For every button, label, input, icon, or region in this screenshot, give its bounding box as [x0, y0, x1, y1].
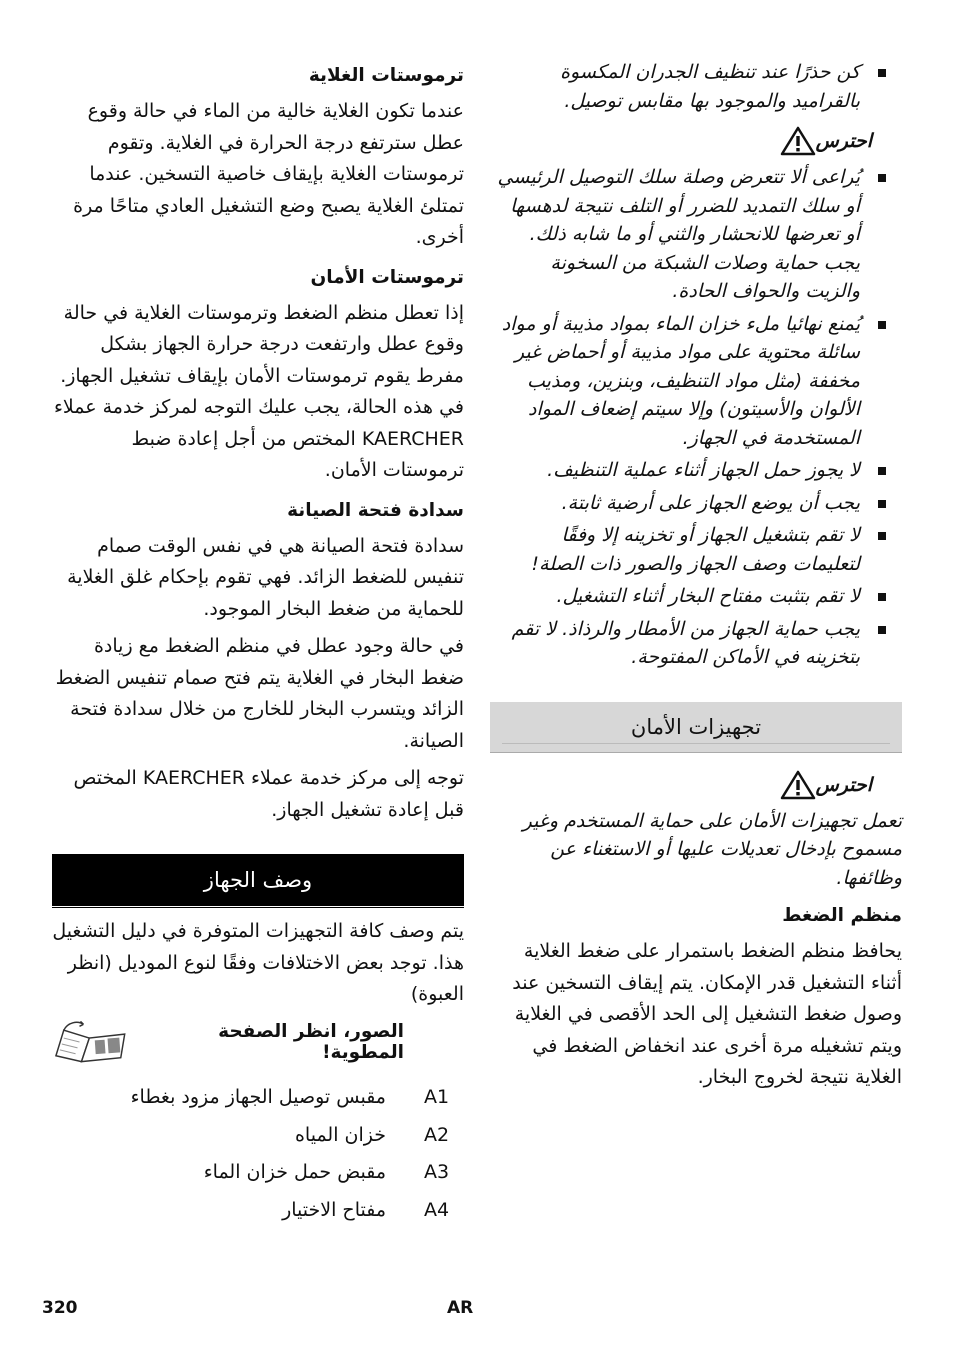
photo-note [52, 1015, 464, 1069]
cap-text-2: في حالة وجود عطل في منظم الضغط مع زيادة ضغط البخار في الغلاية يتم فتح صمام تنفيس الضغط الزائد ويتسرب البخار للخارج من خلال سدادة فتحة الصيانة. [55, 635, 464, 752]
list-item-text: كن حذرًا عند تنظيف الجدران المكسوة بالقراميد والموجود بها مقابس توصيل. [560, 61, 860, 112]
boiler-thermostat-heading: ترموستات الغلاية [308, 65, 464, 86]
warning-triangle-icon [780, 126, 816, 156]
list-item [490, 163, 902, 306]
list-item [490, 582, 902, 611]
device-text: يتم وصف كافة التجهيزات المتوفرة في دليل التشغيل هذا. توجد بعض الاختلافات وفقًا لنوع الموديل (انظر العبوة) [52, 920, 464, 1005]
section-heading-text: تجهيزات الأمان [630, 714, 762, 739]
list-item [52, 1191, 464, 1229]
right-column [490, 58, 902, 1094]
section-heading-text: وصف الجهاز [203, 868, 313, 892]
list-item [490, 521, 902, 578]
section-heading-device [52, 854, 464, 906]
cap-text-3: توجه إلى مركز خدمة عملاء KAERCHER المختص قبل إعادة تشغيل الجهاز. [73, 767, 464, 821]
list-item-text: يُراعى ألا تتعرض وصلة سلك التوصيل الرئيسي أو سلك التمديد للضرر أو التلف نتيجة لدهسها أو تعرضها للانحشار والثني أو ما شابه ذلك. يجب حماية وصلات الشبكة من السخونة والزيت والحواف الحادة. [497, 166, 860, 302]
caution-label: احترس [815, 130, 872, 152]
part-name: مقبس توصيل الجهاز مزود بغطاء [130, 1086, 386, 1109]
cap-text-1: سدادة فتحة الصيانة هي في نفس الوقت صمام تنفيس للضغط الزائد. فهي تقوم بإحكام غلق الغلاية للحماية من ضغط البخار الموجود. [67, 534, 464, 620]
caution-heading-2 [490, 767, 902, 803]
list-item [490, 615, 902, 672]
caution-heading-1 [490, 123, 902, 159]
left-column [52, 58, 464, 1229]
bullet-square-icon [878, 321, 886, 329]
bullet-list-main [490, 163, 902, 672]
list-item-text: لا يجوز حمل الجهاز أثناء عملية التنظيف. [547, 459, 860, 481]
part-name: خزان المياه [294, 1123, 386, 1146]
open-book-icon [52, 1018, 129, 1066]
safety-thermostat-heading: ترموستات الأمان [310, 266, 464, 288]
page-number: 320 [42, 1298, 78, 1318]
cap-heading: سدادة فتحة الصيانة [287, 499, 464, 521]
section-heading-safety [490, 702, 902, 753]
part-code: A2 [424, 1123, 450, 1146]
list-item [490, 456, 902, 485]
list-item [52, 1154, 464, 1192]
list-item-text: يجب أن يوضع الجهاز على أرضية ثابتة. [561, 491, 860, 514]
list-item [490, 310, 902, 453]
language-code: AR [447, 1298, 474, 1318]
part-code: A3 [424, 1161, 450, 1184]
list-item [490, 489, 902, 518]
list-item [52, 1079, 464, 1117]
bullet-square-icon [878, 174, 886, 182]
caution-label: احترس [815, 773, 872, 796]
safety-caution-text: تعمل تجهيزات الأمان على حماية المستخدم وغير مسموح بإدخال تعديلات عليها أو الاستغناء عن وظائفها. [522, 809, 902, 889]
bullet-square-icon [878, 532, 886, 540]
part-name: مفتاح الاختيار [282, 1198, 386, 1221]
warning-triangle-icon [780, 770, 816, 800]
list-item-text: يُمنع نهائيا ملء خزان الماء بمواد مذيبة أو مواد سائلة محتوية على مواد مذيبة أو أحماض غير مخففة (مثل مواد التنظيف، وبنزين، ومذيب الألوان والأسيتون) وإلا سيتم إضعاف المواد المستخدمة في الجهاز. [501, 312, 860, 449]
divider [52, 907, 464, 908]
part-name: مقبض حمل خزان الماء [203, 1161, 386, 1184]
bullet-square-icon [878, 500, 886, 508]
bullet-square-icon [878, 467, 886, 475]
divider [502, 743, 890, 744]
bullet-square-icon [878, 593, 886, 601]
list-item [52, 1116, 464, 1154]
bullet-square-icon [878, 69, 886, 77]
safety-thermostat-text: إذا تعطل منظم الضغط وترموستات الغلاية في حالة وقوع عطل وارتفعت درجة حرارة الجهاز بشكل مفرط يقوم ترموستات الأمان بإيقاف تشغيل الجهاز. في هذه الحالة، يجب عليك التوجه لمركز خدمة عملاء KAERCHER المختص من أجل إعادة ضبط ترموستات الأمان. [53, 301, 464, 481]
regulator-heading: منظم الضغط [782, 905, 902, 926]
list-item-text: لا تقم بتشغيل الجهاز أو تخزينه إلا وفقًا لتعليمات وصف الجهاز والصور ذات الصلة! [531, 524, 860, 575]
part-code: A4 [424, 1198, 450, 1221]
list-item-text: لا تقم بتثبت مفتاح البخار أثناء التشغيل. [556, 585, 860, 607]
parts-list [52, 1079, 464, 1229]
bullet-list-top [490, 58, 902, 115]
regulator-text: يحافظ منظم الضغط باستمرار على ضغط الغلاية أثناء التشغيل قدر الإمكان. يتم إيقاف التسخين عند وصول ضغط التشغيل إلى الحد الأقصى في الغلاية ويتم تشغيله مرة أخرى عند انخفاض الضغط في الغلاية نتيجة لخروج البخار. [512, 940, 902, 1088]
list-item [490, 58, 902, 115]
photo-note-text: الصور، انظر الصفحة المطوية! [218, 1020, 404, 1063]
part-code: A1 [424, 1086, 450, 1109]
list-item-text: يجب حماية الجهاز من الأمطار والرذاذ. لا تقم بتخزينه في الأماكن المفتوحة. [511, 617, 860, 668]
boiler-thermostat-text: عندما تكون الغلاية خالية من الماء في حالة وقوع عطل سترتفع درجة الحرارة في الغلاية. وتقوم ترموستات الغلاية بإيقاف خاصية التسخين. عندما تمتلئ الغلاية يصبح وضع التشغيل العادي متاحًا مرة أخرى. [73, 100, 464, 248]
bullet-square-icon [878, 626, 886, 634]
